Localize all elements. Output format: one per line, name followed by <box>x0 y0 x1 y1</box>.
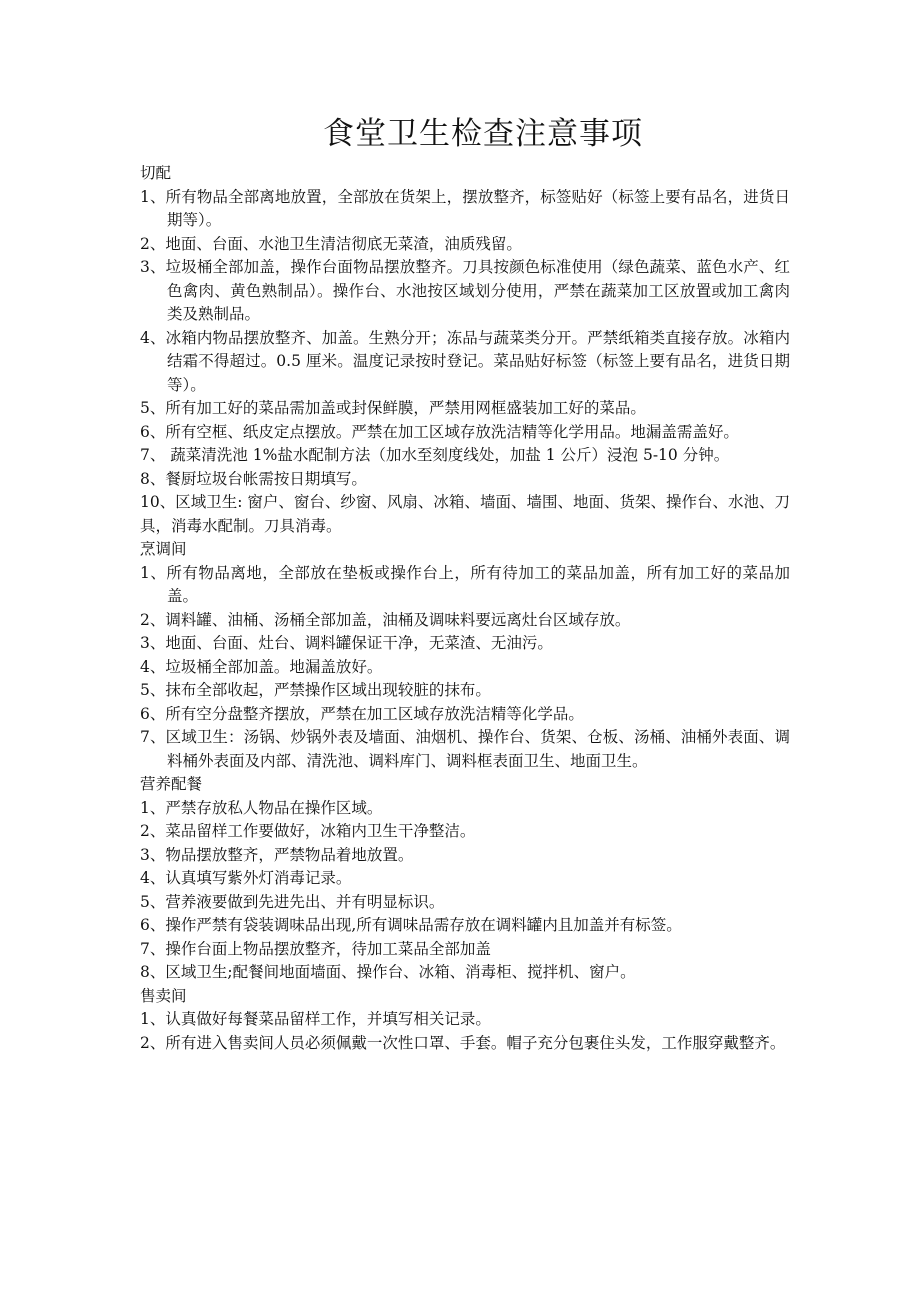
list-item <box>140 632 790 656</box>
item-number: 4、 <box>140 657 166 676</box>
item-number: 2、 <box>140 822 166 840</box>
list-item <box>140 256 790 327</box>
item-number: 5、 <box>140 681 166 699</box>
item-number: 7、 <box>140 728 166 746</box>
item-number: 2、 <box>140 1033 166 1052</box>
item-number: 2、 <box>140 234 166 253</box>
item-text: 地面、台面、灶台、调料罐保证干净，无菜渣、无油污。 <box>165 634 553 652</box>
item-number: 4、 <box>140 328 166 347</box>
list-item <box>140 797 790 821</box>
item-number: 1、 <box>140 798 166 817</box>
item-text: 区域卫生: 窗户、窗台、纱窗、风扇、冰箱、墙面、墙围、地面、货架、操作台、水池、刀具，消毒水配制。刀具消毒。 <box>140 493 790 535</box>
item-number: 5、 <box>140 892 166 911</box>
list-item <box>140 867 790 891</box>
list-item <box>140 444 790 468</box>
item-number: 4、 <box>140 869 166 887</box>
list-item <box>140 609 790 633</box>
item-text: 所有物品离地，全部放在垫板或操作台上，所有待加工的菜品加盖，所有加工好的菜品加盖。 <box>166 563 790 605</box>
section-heading: 营养配餐 <box>140 775 203 793</box>
item-text: 所有进入售卖间人员必须佩戴一次性口罩、手套。帽子充分包裹住头发，工作服穿戴整齐。 <box>165 1033 786 1052</box>
list-item <box>140 679 790 703</box>
document-page <box>140 112 790 1055</box>
list-item <box>140 726 790 773</box>
item-number: 2、 <box>140 610 166 629</box>
list-item <box>140 938 790 962</box>
document-title: 食堂卫生检查注意事项 <box>323 116 643 152</box>
list-item <box>140 421 790 445</box>
item-text: 冰箱内物品摆放整齐、加盖。生熟分开；冻品与蔬菜类分开。严禁纸箱类直接存放。冰箱内结霜不得超过。0.5 厘米。温度记录按时登记。菜品贴好标签（标签上要有品名，进货日期等）。 <box>165 328 790 394</box>
item-text: 所有空分盘整齐摆放，严禁在加工区域存放洗洁精等化学品。 <box>165 704 584 723</box>
item-number: 5、 <box>140 399 166 417</box>
item-number: 7、 <box>140 939 166 958</box>
list-item <box>140 327 790 398</box>
list-item <box>140 468 790 492</box>
item-number: 3、 <box>140 634 166 652</box>
item-number: 6、 <box>140 916 166 934</box>
item-text: 操作严禁有袋装调味品出现,所有调味品需存放在调料罐内且加盖并有标签。 <box>165 916 682 934</box>
list-item <box>140 961 790 985</box>
list-item <box>140 562 790 609</box>
section-heading: 切配 <box>140 164 172 182</box>
item-text: 所有物品全部离地放置，全部放在货架上，摆放整齐，标签贴好（标签上要有品名，进货日期等）。 <box>165 187 790 229</box>
item-number: 1、 <box>140 563 167 582</box>
item-number: 7、 <box>140 446 166 464</box>
item-text: 物品摆放整齐，严禁物品着地放置。 <box>165 845 414 864</box>
list-item <box>140 233 790 257</box>
item-number: 1、 <box>140 187 166 206</box>
item-text: 操作台面上物品摆放整齐，待加工菜品全部加盖 <box>165 939 491 958</box>
list-item <box>140 1008 790 1032</box>
list-item <box>140 397 790 421</box>
list-item <box>140 491 790 538</box>
list-item <box>140 703 790 727</box>
item-text: 垃圾桶全部加盖。地漏盖放好。 <box>165 657 383 676</box>
item-number: 3、 <box>140 845 166 864</box>
item-text: 餐厨垃圾台帐需按日期填写。 <box>165 469 367 488</box>
list-item <box>140 820 790 844</box>
item-text: 区域卫生：汤锅、炒锅外表及墙面、油烟机、操作台、货架、仓板、汤桶、油桶外表面、调料桶外表面及内部、清洗池、调料库门、调料框表面卫生、地面卫生。 <box>165 728 790 770</box>
item-number: 8、 <box>140 963 166 981</box>
item-text: 菜品留样工作要做好，冰箱内卫生干净整洁。 <box>165 822 476 840</box>
item-number: 10、 <box>140 493 176 511</box>
item-number: 6、 <box>140 704 166 723</box>
item-text: 抹布全部收起，严禁操作区域出现较脏的抹布。 <box>165 681 491 699</box>
item-number: 6、 <box>140 422 166 441</box>
item-text: 调料罐、油桶、汤桶全部加盖，油桶及调味料要远离灶台区域存放。 <box>165 610 631 629</box>
item-text: 区域卫生;配餐间地面墙面、操作台、冰箱、消毒柜、搅拌机、窗户。 <box>165 963 636 981</box>
list-item <box>140 914 790 938</box>
list-item <box>140 844 790 868</box>
item-text: 垃圾桶全部加盖，操作台面物品摆放整齐。刀具按颜色标准使用（绿色蔬菜、蓝色水产、红色禽肉、黄色熟制品）。操作台、水池按区域划分使用，严禁在蔬菜加工区放置或加工禽肉类及熟制品。 <box>165 258 790 323</box>
item-number: 1、 <box>140 1010 166 1028</box>
item-text: 地面、台面、水池卫生清洁彻底无菜渣，油质残留。 <box>165 234 522 253</box>
item-number: 3、 <box>140 258 166 276</box>
item-text: 认真填写紫外灯消毒记录。 <box>165 869 352 887</box>
section-heading: 烹调间 <box>140 540 187 558</box>
list-item <box>140 656 790 680</box>
item-text: 认真做好每餐菜品留样工作，并填写相关记录。 <box>165 1010 491 1028</box>
item-text: 蔬菜清洗池 1%盐水配制方法（加水至刻度线处，加盐 1 公斤）浸泡 5-10 分钟。 <box>165 446 730 464</box>
item-text: 营养液要做到先进先出、并有明显标识。 <box>165 892 445 911</box>
list-item <box>140 186 790 233</box>
item-text: 严禁存放私人物品在操作区域。 <box>165 798 383 817</box>
document-body <box>140 162 790 1055</box>
item-text: 所有加工好的菜品需加盖或封保鲜膜，严禁用网框盛装加工好的菜品。 <box>165 399 646 417</box>
item-text: 所有空框、纸皮定点摆放。严禁在加工区域存放洗洁精等化学用品。地漏盖需盖好。 <box>165 422 739 441</box>
list-item <box>140 1032 790 1056</box>
list-item <box>140 891 790 915</box>
item-number: 8、 <box>140 469 166 488</box>
section-heading: 售卖间 <box>140 986 187 1005</box>
